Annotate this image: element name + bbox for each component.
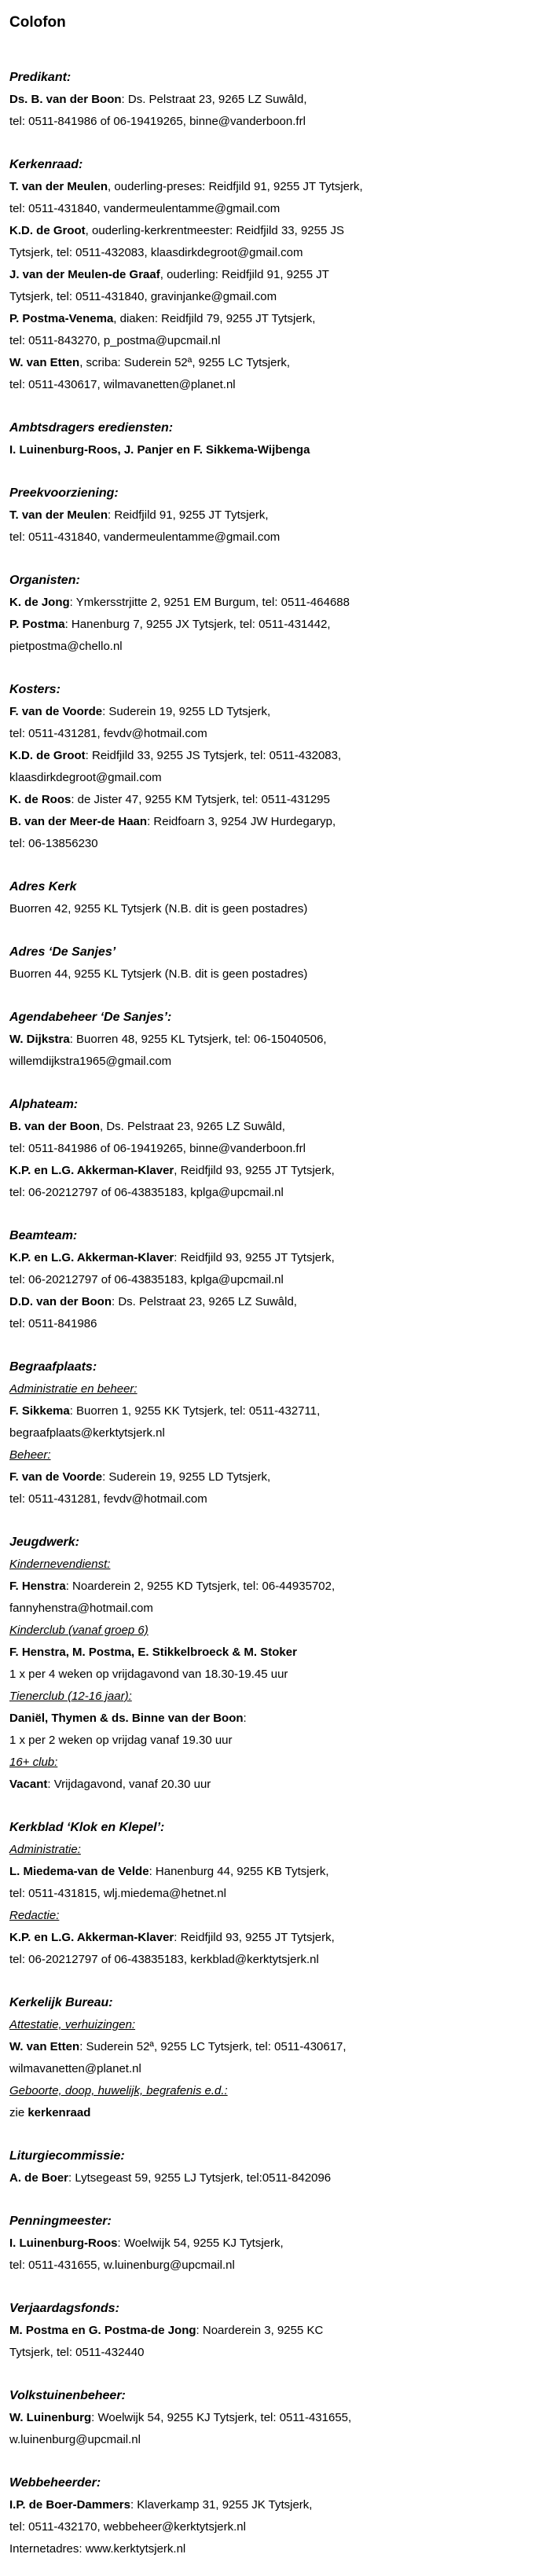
text-line [9, 1861, 542, 1883]
text-line [9, 963, 542, 985]
name-text: Ds. B. van der Boon [9, 93, 122, 106]
section-kerkblad-klok-en-klepel [9, 1796, 542, 1971]
text-line [9, 505, 542, 527]
text-line [9, 1949, 542, 1971]
text-line [9, 2320, 542, 2342]
section-title: Predikant: [9, 71, 72, 84]
detail-text: , Ds. Pelstraat 23, 9265 LZ Suwâld, [100, 1120, 285, 1133]
name-text: kerkenraad [28, 2106, 91, 2119]
name-text: W. van Etten [9, 2040, 80, 2053]
text-line [9, 2102, 542, 2124]
section-ambtsdragers-erediensten [9, 396, 542, 461]
detail-text: : Reidfoarn 3, 9254 JW Hurdegaryp, [147, 815, 336, 828]
subheading-text: Administratie en beheer: [9, 1382, 138, 1396]
section-title: Beamteam: [9, 1229, 78, 1242]
section-title: Jeugdwerk: [9, 1536, 79, 1549]
text-line [9, 1029, 542, 1051]
detail-text: : Buorren 48, 9255 KL Tytsjerk, tel: 06-15040506, [69, 1033, 327, 1046]
section-title: Liturgiecommissie: [9, 2149, 125, 2163]
name-text: T. van der Meulen [9, 180, 108, 193]
detail-text: Tytsjerk, tel: 0511-432083, klaasdirkdegroot@gmail.com [9, 246, 303, 259]
page-title: Colofon [9, 14, 66, 31]
name-text: B. van der Meer-de Haan [9, 815, 148, 828]
section-title: Adres ‘De Sanjes’ [9, 945, 116, 959]
section-kerkenraad [9, 133, 542, 396]
text-line [9, 811, 542, 833]
detail-text: : Woelwijk 54, 9255 KJ Tytsjerk, tel: 0511-431655, [91, 2411, 352, 2424]
text-line [9, 2494, 542, 2516]
section-liturgiecommissie [9, 2124, 542, 2189]
name-text: K.P. en L.G. Akkerman-Klaver [9, 1164, 174, 1177]
subheading-text: Geboorte, doop, huwelijk, begrafenis e.d.: [9, 2084, 228, 2097]
subheading-text: Administratie: [9, 1843, 81, 1856]
subheading-text: Kindernevendienst: [9, 1558, 111, 1571]
section-title: Webbeheerder: [9, 2476, 101, 2490]
text-line [9, 1138, 542, 1160]
detail-text: tel: 0511-841986 [9, 1317, 97, 1330]
detail-text: : Ds. Pelstraat 23, 9265 LZ Suwâld, [112, 1295, 297, 1308]
name-text: K. de Roos [9, 793, 72, 806]
text-line [9, 1051, 542, 1073]
detail-text: tel: 0511-430617, wilmavanetten@planet.nl [9, 378, 236, 391]
text-line [9, 352, 542, 374]
detail-text: : Vrijdagavond, vanaf 20.30 uur [47, 1778, 211, 1791]
text-line [9, 1708, 542, 1730]
section-title: Kerkenraad: [9, 158, 83, 171]
detail-text: : Hanenburg 7, 9255 JX Tytsjerk, tel: 0511-431442, [64, 618, 331, 631]
name-text: K.P. en L.G. Akkerman-Klaver [9, 1931, 174, 1944]
text-line [9, 198, 542, 220]
text-line [9, 2014, 542, 2036]
text-line [9, 1291, 542, 1313]
detail-text: tel: 06-20212797 of 06-43835183, kplga@upcmail.nl [9, 1273, 284, 1286]
section-adres-kerk [9, 855, 542, 920]
detail-text: : [243, 1712, 247, 1725]
section-title: Alphateam: [9, 1098, 79, 1111]
text-line [9, 614, 542, 636]
section-title: Preekvoorziening: [9, 486, 119, 500]
detail-text: : Reidfjild 33, 9255 JS Tytsjerk, tel: 0511-432083, [85, 749, 342, 762]
section-kosters [9, 658, 542, 855]
text-line [9, 176, 542, 198]
sections-container [9, 35, 542, 2560]
name-text: K.D. de Groot [9, 224, 86, 237]
text-line [9, 833, 542, 855]
section-title: Penningmeester: [9, 2215, 112, 2228]
detail-text: Tytsjerk, tel: 0511-431840, gravinjanke@gmail.com [9, 290, 277, 303]
text-line [9, 2342, 542, 2364]
detail-text: tel: 06-13856230 [9, 837, 98, 850]
name-text: A. de Boer [9, 2171, 69, 2185]
name-text: F. Henstra, M. Postma, E. Stikkelbroeck & M. Stoker [9, 1646, 297, 1659]
detail-text: pietpostma@chello.nl [9, 640, 123, 653]
detail-text: fannyhenstra@hotmail.com [9, 1602, 153, 1615]
text-line [9, 374, 542, 396]
text-line [9, 308, 542, 330]
detail-text: Tytsjerk, tel: 0511-432440 [9, 2346, 145, 2359]
detail-text: tel: 06-20212797 of 06-43835183, kplga@upcmail.nl [9, 1186, 284, 1199]
text-line [9, 220, 542, 242]
name-text: K. de Jong [9, 596, 70, 609]
name-text: I.P. de Boer-Dammers [9, 2498, 130, 2512]
detail-text: tel: 0511-431840, vandermeulentamme@gmail.com [9, 530, 280, 544]
text-line [9, 1116, 542, 1138]
text-line [9, 1927, 542, 1949]
text-line [9, 1642, 542, 1664]
detail-text: klaasdirkdegroot@gmail.com [9, 771, 162, 784]
detail-text: tel: 0511-432170, webbeheer@kerktytsjerk.nl [9, 2520, 246, 2534]
detail-text: tel: 0511-431655, w.luinenburg@upcmail.nl [9, 2259, 235, 2272]
text-line [9, 2036, 542, 2058]
detail-text: , ouderling-kerkrentmeester: Reidfjild 33, 9255 JS [85, 224, 345, 237]
text-line [9, 1686, 542, 1708]
text-line [9, 330, 542, 352]
detail-text: : Lytsegeast 59, 9255 LJ Tytsjerk, tel:0511-842096 [68, 2171, 332, 2185]
text-line [9, 1598, 542, 1620]
detail-text: w.luinenburg@upcmail.nl [9, 2433, 141, 2446]
section-begraafplaats [9, 1335, 542, 1510]
text-line [9, 1576, 542, 1598]
text-line [9, 89, 542, 111]
detail-text: tel: 0511-841986 of 06-19419265, binne@vanderboon.frl [9, 115, 306, 128]
section-preekvoorziening [9, 461, 542, 549]
detail-text: tel: 0511-431815, wlj.miedema@hetnet.nl [9, 1887, 226, 1900]
name-text: F. van de Voorde [9, 705, 103, 718]
section-alphateam [9, 1073, 542, 1204]
text-line [9, 111, 542, 133]
text-line [9, 1905, 542, 1927]
detail-text: : Suderein 19, 9255 LD Tytsjerk, [102, 1470, 271, 1484]
text-line [9, 1620, 542, 1642]
text-line [9, 1313, 542, 1335]
text-line [9, 636, 542, 658]
text-line [9, 592, 542, 614]
name-text: I. Luinenburg-Roos, J. Panjer en F. Sikkema-Wijbenga [9, 443, 310, 457]
detail-text: zie [9, 2106, 28, 2119]
text-line [9, 527, 542, 549]
detail-text: : Noarderein 3, 9255 KC [196, 2324, 324, 2337]
detail-text: tel: 0511-431281, fevdv@hotmail.com [9, 1492, 207, 1506]
text-line [9, 2058, 542, 2080]
detail-text: : Ds. Pelstraat 23, 9265 LZ Suwâld, [121, 93, 307, 106]
detail-text: begraafplaats@kerktytsjerk.nl [9, 1426, 165, 1440]
text-line [9, 1664, 542, 1686]
subheading-text: Tienerclub (12-16 jaar): [9, 1690, 132, 1703]
detail-text: Buorren 44, 9255 KL Tytsjerk (N.B. dit is geen postadres) [9, 967, 308, 981]
text-line [9, 723, 542, 745]
text-line [9, 767, 542, 789]
subheading-text: Redactie: [9, 1909, 60, 1922]
detail-text: willemdijkstra1965@gmail.com [9, 1055, 172, 1068]
name-text: J. van der Meulen-de Graaf [9, 268, 160, 281]
section-penningmeester [9, 2189, 542, 2277]
name-text: P. Postma-Venema [9, 312, 114, 325]
detail-text: : Buorren 1, 9255 KK Tytsjerk, tel: 0511-432711, [69, 1404, 321, 1418]
text-line [9, 2167, 542, 2189]
text-line [9, 1839, 542, 1861]
text-line [9, 286, 542, 308]
section-jeugdwerk [9, 1510, 542, 1796]
detail-text: , scriba: Suderein 52ª, 9255 LC Tytsjerk, [79, 356, 291, 369]
name-text: D.D. van der Boon [9, 1295, 112, 1308]
text-line [9, 1160, 542, 1182]
detail-text: 1 x per 4 weken op vrijdagavond van 18.30-19.45 uur [9, 1668, 288, 1681]
text-line [9, 898, 542, 920]
section-webbeheerder [9, 2451, 542, 2560]
name-text: M. Postma en G. Postma-de Jong [9, 2324, 196, 2337]
text-line [9, 1883, 542, 1905]
detail-text: : Woelwijk 54, 9255 KJ Tytsjerk, [117, 2237, 284, 2250]
section-verjaardagsfonds [9, 2277, 542, 2364]
name-text: B. van der Boon [9, 1120, 101, 1133]
section-adres-de-sanjes [9, 920, 542, 985]
detail-text: : Noarderein 2, 9255 KD Tytsjerk, tel: 06-44935702, [65, 1580, 336, 1593]
text-line [9, 1378, 542, 1400]
text-line [9, 1444, 542, 1466]
text-line [9, 2255, 542, 2277]
text-line [9, 1269, 542, 1291]
detail-text: wilmavanetten@planet.nl [9, 2062, 141, 2075]
name-text: W. Luinenburg [9, 2411, 92, 2424]
detail-text: , ouderling-preses: Reidfjild 91, 9255 JT Tytsjerk, [108, 180, 363, 193]
detail-text: : Reidfjild 91, 9255 JT Tytsjerk, [108, 508, 269, 522]
section-title: Agendabeheer ‘De Sanjes’: [9, 1011, 172, 1024]
text-line [9, 1182, 542, 1204]
detail-text: 1 x per 2 weken op vrijdag vanaf 19.30 uur [9, 1734, 233, 1747]
subheading-text: 16+ club: [9, 1756, 58, 1769]
name-text: I. Luinenburg-Roos [9, 2237, 118, 2250]
text-line [9, 1466, 542, 1488]
name-text: L. Miedema-van de Velde [9, 1865, 149, 1878]
section-title: Kerkblad ‘Klok en Klepel’: [9, 1821, 165, 1834]
subheading-text: Attestatie, verhuizingen: [9, 2018, 136, 2031]
section-volkstuinenbeheer [9, 2364, 542, 2451]
detail-text: : de Jister 47, 9255 KM Tytsjerk, tel: 0511-431295 [71, 793, 330, 806]
section-organisten [9, 549, 542, 658]
text-line [9, 2080, 542, 2102]
section-title: Begraafplaats: [9, 1360, 97, 1374]
detail-text: : Suderein 52ª, 9255 LC Tytsjerk, tel: 0511-430617, [79, 2040, 346, 2053]
section-title: Organisten: [9, 574, 80, 587]
detail-text: tel: 0511-431840, vandermeulentamme@gmail.com [9, 202, 280, 215]
detail-text: tel: 0511-431281, fevdv@hotmail.com [9, 727, 207, 740]
detail-text: : Suderein 19, 9255 LD Tytsjerk, [102, 705, 271, 718]
section-kerkelijk-bureau [9, 1971, 542, 2124]
detail-text: : Hanenburg 44, 9255 KB Tytsjerk, [148, 1865, 329, 1878]
text-line [9, 1752, 542, 1774]
section-predikant [9, 46, 542, 133]
detail-text: tel: 0511-841986 of 06-19419265, binne@vanderboon.frl [9, 1142, 306, 1155]
name-text: K.P. en L.G. Akkerman-Klaver [9, 1251, 174, 1264]
text-line [9, 1247, 542, 1269]
detail-text: , ouderling: Reidfjild 91, 9255 JT [160, 268, 329, 281]
text-line [9, 264, 542, 286]
text-line [9, 789, 542, 811]
text-line [9, 242, 542, 264]
subheading-text: Beheer: [9, 1448, 51, 1462]
text-line [9, 701, 542, 723]
name-text: K.D. de Groot [9, 749, 86, 762]
text-line [9, 745, 542, 767]
detail-text: : Reidfjild 93, 9255 JT Tytsjerk, [174, 1251, 335, 1264]
name-text: W. Dijkstra [9, 1033, 70, 1046]
text-line [9, 1730, 542, 1752]
name-text: Daniël, Thymen & ds. Binne van der Boon [9, 1712, 244, 1725]
text-line [9, 1422, 542, 1444]
text-line [9, 2233, 542, 2255]
detail-text: Internetadres: www.kerktytsjerk.nl [9, 2542, 186, 2556]
detail-text: tel: 0511-843270, p_postma@upcmail.nl [9, 334, 221, 347]
section-title: Kosters: [9, 683, 60, 696]
detail-text: , Reidfjild 93, 9255 JT Tytsjerk, [174, 1164, 335, 1177]
text-line [9, 2516, 542, 2538]
detail-text: : Klaverkamp 31, 9255 JK Tytsjerk, [130, 2498, 313, 2512]
name-text: F. van de Voorde [9, 1470, 103, 1484]
name-text: F. Sikkema [9, 1404, 70, 1418]
detail-text: , diaken: Reidfjild 79, 9255 JT Tytsjerk, [113, 312, 316, 325]
detail-text: Buorren 42, 9255 KL Tytsjerk (N.B. dit is geen postadres) [9, 902, 308, 916]
text-line [9, 439, 542, 461]
section-title: Volkstuinenbeheer: [9, 2389, 126, 2402]
section-title: Adres Kerk [9, 880, 77, 894]
text-line [9, 1774, 542, 1796]
section-title: Ambtsdragers erediensten: [9, 421, 174, 435]
text-line [9, 2538, 542, 2560]
text-line [9, 2407, 542, 2429]
text-line [9, 1400, 542, 1422]
section-agendabeheer-de-sanjes [9, 985, 542, 1073]
section-title: Kerkelijk Bureau: [9, 1996, 113, 2009]
name-text: T. van der Meulen [9, 508, 108, 522]
name-text: W. van Etten [9, 356, 80, 369]
text-line [9, 1488, 542, 1510]
section-title: Verjaardagsfonds: [9, 2302, 119, 2315]
section-beamteam [9, 1204, 542, 1335]
detail-text: : Ymkersstrjitte 2, 9251 EM Burgum, tel: 0511-464688 [69, 596, 350, 609]
name-text: P. Postma [9, 618, 65, 631]
name-text: Vacant [9, 1778, 48, 1791]
text-line [9, 2429, 542, 2451]
text-line [9, 1554, 542, 1576]
detail-text: tel: 06-20212797 of 06-43835183, kerkblad@kerktytsjerk.nl [9, 1953, 319, 1966]
name-text: F. Henstra [9, 1580, 66, 1593]
subheading-text: Kinderclub (vanaf groep 6) [9, 1624, 148, 1637]
detail-text: : Reidfjild 93, 9255 JT Tytsjerk, [174, 1931, 335, 1944]
